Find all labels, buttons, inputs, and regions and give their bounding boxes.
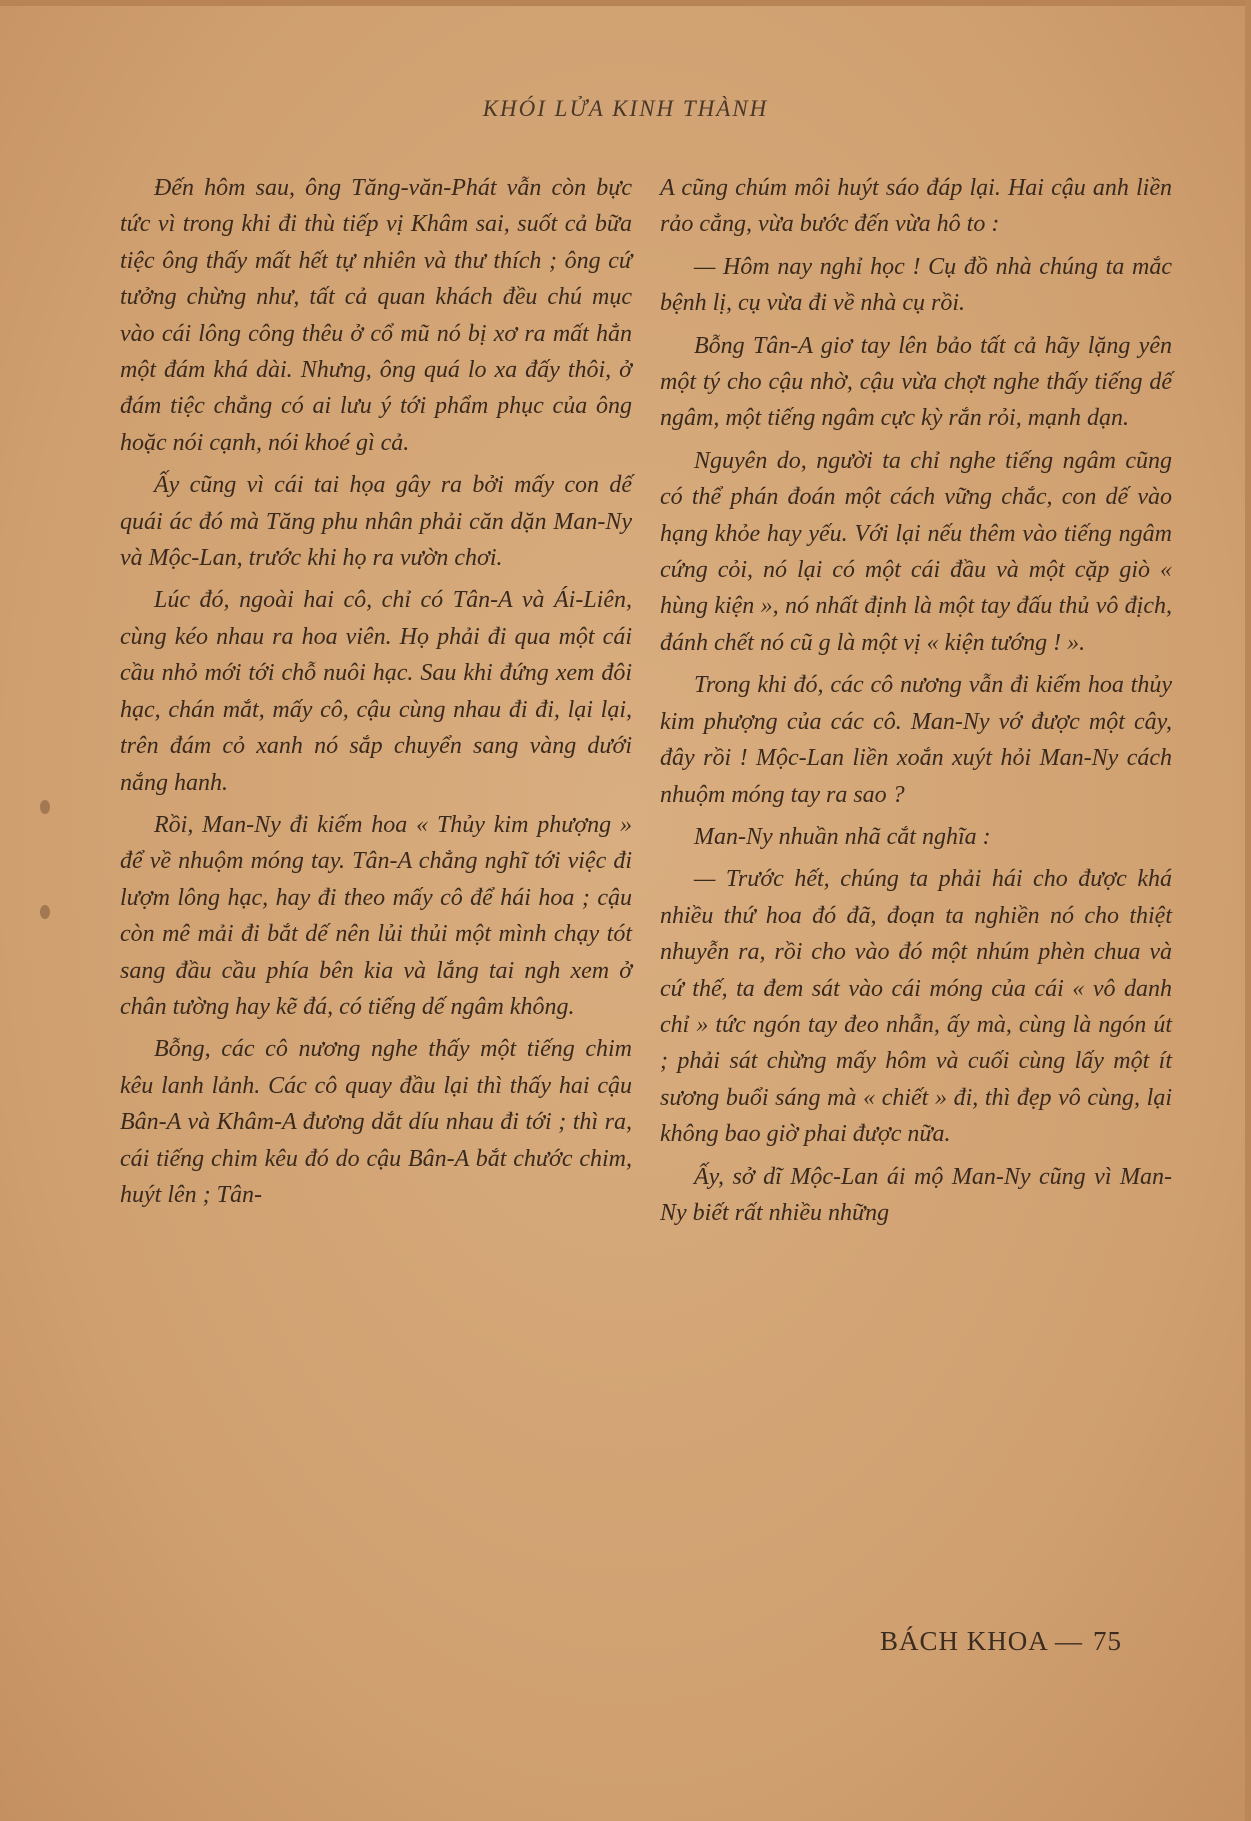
left-column — [120, 170, 632, 1219]
running-head: KHÓI LỬA KINH THÀNH — [482, 96, 769, 121]
page-number: 75 — [1093, 1626, 1123, 1656]
paragraph: Rồi, Man-Ny đi kiếm hoa « Thủy kim phượng » để về nhuộm móng tay. Tân-A chẳng nghĩ tới việc đi lượm lông hạc, hay đi theo mấy cô để hái hoa ; cậu còn mê mải đi bắt dế nên lủi thủi một mình chạy tót sang đầu cầu phía bên kia và lắng tai ngh xem ở chân tường hay kẽ đá, có tiếng dế ngâm không. — [120, 811, 632, 1020]
paragraph: Man-Ny nhuần nhã cắt nghĩa : — [694, 823, 991, 850]
paragraph: Nguyên do, người ta chỉ nghe tiếng ngâm cũng có thể phán đoán một cách vững chắc, con dế vào hạng khỏe hay yếu. Với lại nếu thêm vào tiếng ngâm cứng cỏi, nó lại có một cái đầu và một cặp giò « hùng kiện », nó nhất định là một tay đấu thủ vô địch, đánh chết nó cũ g là một vị « kiện tướng ! ». — [660, 447, 1172, 656]
paragraph: Ấy, sở dĩ Mộc-Lan ái mộ Man-Ny cũng vì Man-Ny biết rất nhiều những — [660, 1163, 1172, 1226]
paragraph: — Trước hết, chúng ta phải hái cho được khá nhiều thứ hoa đó đã, đoạn ta nghiền nó cho thiệt nhuyễn ra, rồi cho vào đó một nhúm phèn chua và cứ thế, ta đem sát vào cái móng của cái « vô danh chỉ » tức ngón tay đeo nhẫn, ấy mà, cùng là ngón út ; phải sát chừng mấy hôm và cuối cùng lấy một ít sương buổi sáng mà « chiết » đi, thì đẹp vô cùng, lại không bao giờ phai được nữa. — [660, 866, 1172, 1148]
page-top-edge — [0, 0, 1251, 6]
paragraph: Lúc đó, ngoài hai cô, chỉ có Tân-A và Ái-Liên, cùng kéo nhau ra hoa viên. Họ phải đi qua một cái cầu nhỏ mới tới chỗ nuôi hạc. Sau khi đứng xem đôi hạc, chán mắt, mấy cô, cậu cùng nhau đi đi, lại lại, trên đám cỏ xanh nó sắp chuyển sang vàng dưới nắng hanh. — [120, 587, 632, 796]
paragraph: Ấy cũng vì cái tai họa gây ra bởi mấy con dế quái ác đó mà Tăng phu nhân phải căn dặn Man-Ny và Mộc-Lan, trước khi họ ra vườn chơi. — [120, 472, 632, 572]
paragraph: Bỗng, các cô nương nghe thấy một tiếng chim kêu lanh lảnh. Các cô quay đầu lại thì thấy hai cậu Bân-A và Khâm-A đương dắt díu nhau đi tới ; thì ra, cái tiếng chim kêu đó do cậu Bân-A bắt chước chim, huýt lên ; Tân- — [120, 1036, 632, 1208]
magazine-name: BÁCH KHOA — — [880, 1626, 1084, 1656]
binding-mark — [40, 800, 50, 814]
paragraph: — Hôm nay nghỉ học ! Cụ đồ nhà chúng ta mắc bệnh lị, cụ vừa đi về nhà cụ rồi. — [660, 253, 1172, 317]
paragraph: Đến hôm sau, ông Tăng-văn-Phát vẫn còn bực tức vì trong khi đi thù tiếp vị Khâm sai, suốt cả bữa tiệc ông thấy mất hết tự nhiên và thư thích ; ông cứ tưởng chừng như, tất cả quan khách đều chú mục vào cái lông công thêu ở cổ mũ nó bị xơ ra mất hẳn một đám khá dài. Nhưng, ông quá lo xa đấy thôi, ở đám tiệc chẳng có ai lưu ý tới phẩm phục của ông hoặc nói cạnh, nói khoé gì cả. — [120, 175, 632, 456]
binding-mark — [40, 905, 50, 919]
right-column — [660, 170, 1172, 1237]
paragraph: Trong khi đó, các cô nương vẫn đi kiếm hoa thủy kim phượng của các cô. Man-Ny vớ được một cây, đây rồi ! Mộc-Lan liền xoắn xuýt hỏi Man-Ny cách nhuộm móng tay ra sao ? — [660, 672, 1172, 808]
paragraph: Bỗng Tân-A giơ tay lên bảo tất cả hãy lặng yên một tý cho cậu nhờ, cậu vừa chợt nghe thấy tiếng dế ngâm, một tiếng ngâm cực kỳ rắn rỏi, mạnh dạn. — [660, 332, 1172, 432]
page-right-edge — [1245, 0, 1251, 1821]
paragraph-continued: A cũng chúm môi huýt sáo đáp lại. Hai cậu anh liền rảo cẳng, vừa bước đến vừa hô to : — [660, 175, 1172, 238]
page-footer — [880, 1626, 1122, 1657]
